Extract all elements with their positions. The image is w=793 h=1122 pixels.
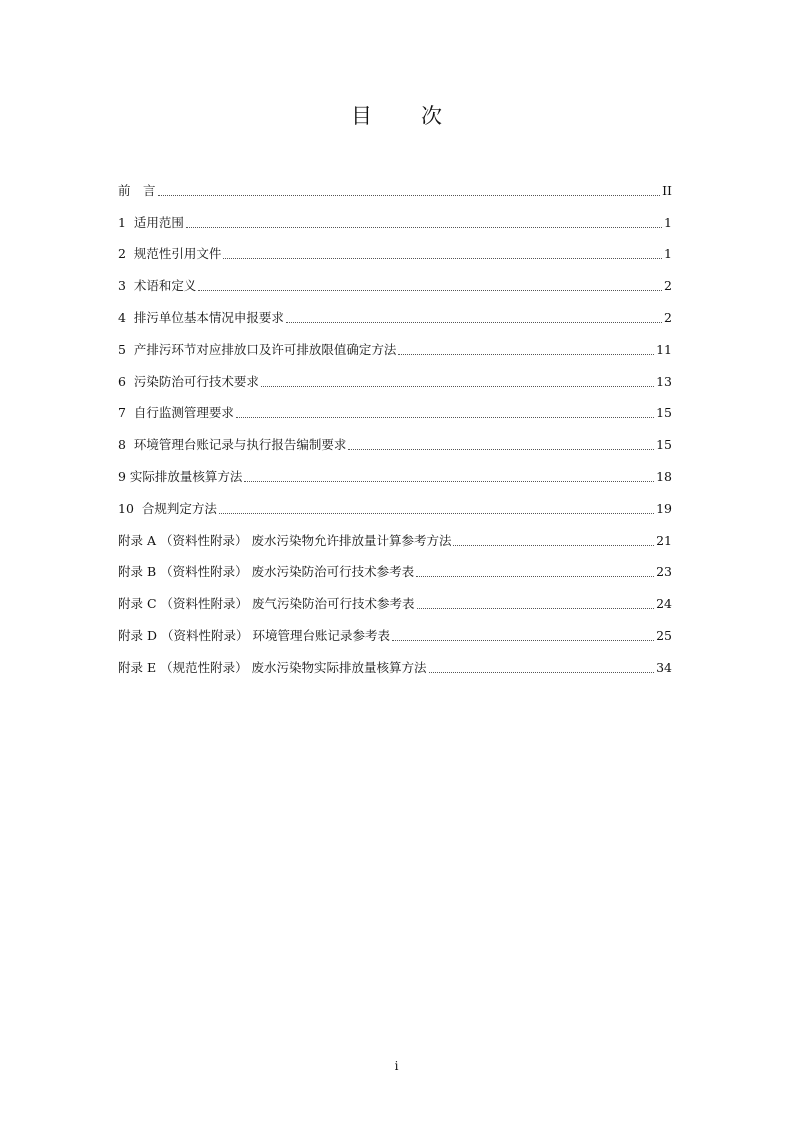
toc-dot-leader [223,257,662,259]
toc-dot-leader [392,639,654,641]
toc-entry-label: 9 实际排放量核算方法 [118,468,243,484]
toc-dot-leader [348,448,654,450]
toc-entry-label: 3 术语和定义 [118,278,197,294]
toc-entry-8[interactable] [118,424,672,456]
toc-entry-page: 25 [656,627,672,643]
table-of-contents [118,170,672,679]
toc-entry-page: 19 [656,500,672,516]
toc-entry-label: 7 自行监测管理要求 [118,405,234,421]
toc-entry-page: 11 [656,341,672,357]
toc-entry-label: 5 产排污环节对应排放口及许可排放限值确定方法 [118,341,397,357]
toc-entry-page: 13 [656,373,672,389]
toc-entry-label: 附录 E （规范性附录） 废水污染物实际排放量核算方法 [118,659,427,675]
toc-entry-label: 附录 B （资料性附录） 废水污染防治可行技术参考表 [118,564,415,580]
toc-entry-label: 2 规范性引用文件 [118,246,222,262]
toc-entry-7[interactable] [118,393,672,425]
toc-entry-page: 24 [656,596,672,612]
toc-entry-label: 附录 D （资料性附录） 环境管理台账记录参考表 [118,627,390,643]
toc-entry-appendix-c[interactable] [118,583,672,615]
toc-entry-1[interactable] [118,202,672,234]
toc-dot-leader [416,575,654,577]
toc-entry-9[interactable] [118,456,672,488]
toc-entry-10[interactable] [118,488,672,520]
toc-entry-page: 15 [656,437,672,453]
toc-entry-page: II [662,182,672,198]
page-title: 目 次 [351,104,456,128]
toc-dot-leader [236,416,654,418]
toc-entry-label: 6 污染防治可行技术要求 [118,373,259,389]
toc-entry-2[interactable] [118,234,672,266]
toc-entry-page: 21 [656,532,672,548]
toc-entry-page: 18 [656,468,672,484]
toc-dot-leader [286,321,662,323]
toc-entry-appendix-a[interactable] [118,520,672,552]
toc-entry-label: 附录 A （资料性附录） 废水污染物允许排放量计算参考方法 [118,532,452,548]
toc-entry-page: 2 [664,309,672,325]
toc-dot-leader [244,480,654,482]
toc-dot-leader [158,194,661,196]
toc-dot-leader [198,289,662,291]
toc-dot-leader [453,544,654,546]
toc-entry-4[interactable] [118,297,672,329]
toc-dot-leader [186,226,662,228]
toc-entry-6[interactable] [118,361,672,393]
toc-entry-page: 34 [656,659,672,675]
toc-entry-page: 15 [656,405,672,421]
toc-entry-foreword[interactable] [118,170,672,202]
toc-entry-page: 1 [664,214,672,230]
toc-entry-label: 前 言 [118,182,156,198]
toc-dot-leader [429,671,655,673]
toc-dot-leader [417,607,655,609]
toc-entry-page: 23 [656,564,672,580]
toc-entry-appendix-e[interactable] [118,647,672,679]
toc-entry-label: 1 适用范围 [118,214,184,230]
toc-entry-page: 2 [664,278,672,294]
toc-entry-label: 10 合规判定方法 [118,500,217,516]
toc-entry-3[interactable] [118,265,672,297]
toc-entry-label: 附录 C （资料性附录） 废气污染防治可行技术参考表 [118,596,415,612]
toc-dot-leader [219,512,654,514]
toc-entry-appendix-b[interactable] [118,552,672,584]
toc-entry-page: 1 [664,246,672,262]
toc-dot-leader [261,385,654,387]
page-number: i [394,1059,399,1073]
toc-entry-5[interactable] [118,329,672,361]
toc-entry-label: 8 环境管理台账记录与执行报告编制要求 [118,437,347,453]
toc-dot-leader [398,353,654,355]
toc-entry-label: 4 排污单位基本情况申报要求 [118,309,284,325]
toc-entry-appendix-d[interactable] [118,615,672,647]
